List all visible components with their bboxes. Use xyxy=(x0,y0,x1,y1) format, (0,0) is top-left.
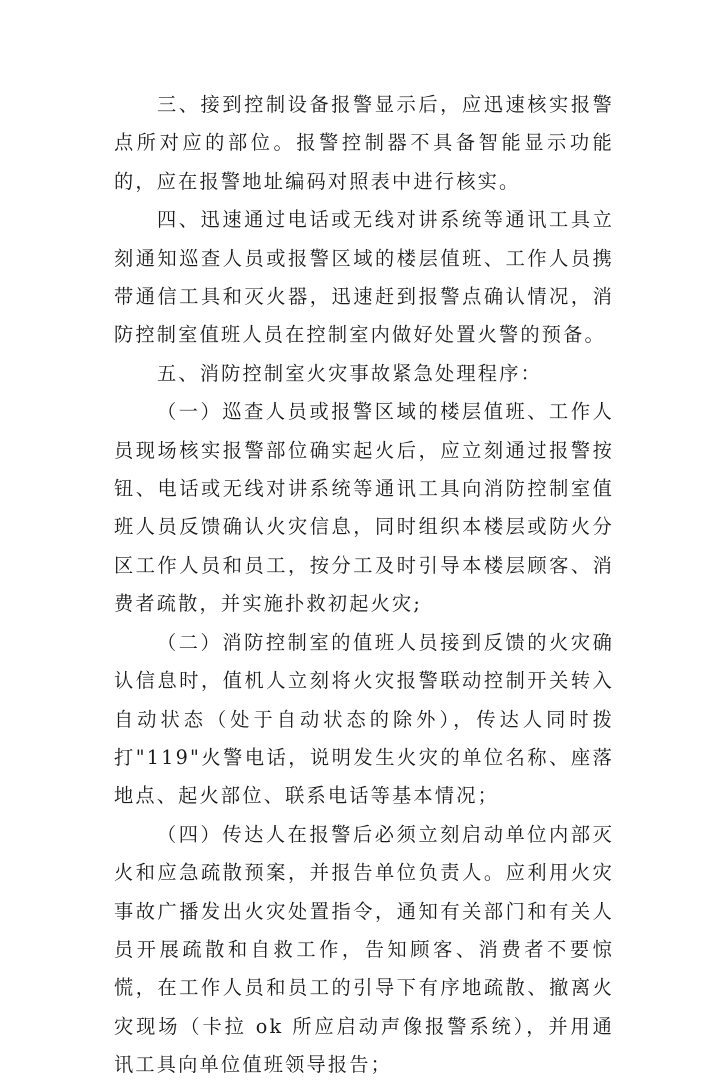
paragraph-item-four: （四）传达人在报警后必须立刻启动单位内部灭火和应急疏散预案，并报告单位负责人。应利用火灾事故广播发出火灾处置指令，通知有关部门和有关人员开展疏散和自救工作，告知顾客、消费者不要惊慌，在工作人员和员工的引导下有序地疏散、撤离火灾现场（卡拉 ok 所应启动声像报警系统），并用通讯工具向单位值班领导报告； xyxy=(114,822,614,1077)
paragraph-item-one: （一）巡查人员或报警区域的楼层值班、工作人员现场核实报警部位确实起火后，应立刻通过报警按钮、电话或无线对讲系统等通讯工具向消防控制室值班人员反馈确认火灾信息，同时组织本楼层或防火分区工作人员和员工，按分工及时引导本楼层顾客、消费者疏散，并实施扑救初起火灾; xyxy=(114,400,614,616)
document-body xyxy=(114,86,614,1085)
paragraph-item-two: （二）消防控制室的值班人员接到反馈的火灾确认信息时，值机人立刻将火灾报警联动控制开关转入自动状态（处于自动状态的除外），传达人同时拨打"119"火警电话，说明发生火灾的单位名称、座落地点、起火部位、联系电话等基本情况； xyxy=(114,630,614,808)
paragraph-section-four: 四、迅速通过电话或无线对讲系统等通讯工具立刻通知巡查人员或报警区域的楼层值班、工作人员携带通信工具和灭火器，迅速赶到报警点确认情况，消防控制室值班人员在控制室内做好处置火警的预备。 xyxy=(114,208,614,347)
paragraph-section-five-heading: 五、消防控制室火灾事故紧急处理程序： xyxy=(157,361,542,385)
paragraph-section-three: 三、接到控制设备报警显示后，应迅速核实报警点所对应的部位。报警控制器不具备智能显示功能的，应在报警地址编码对照表中进行核实。 xyxy=(114,93,614,193)
